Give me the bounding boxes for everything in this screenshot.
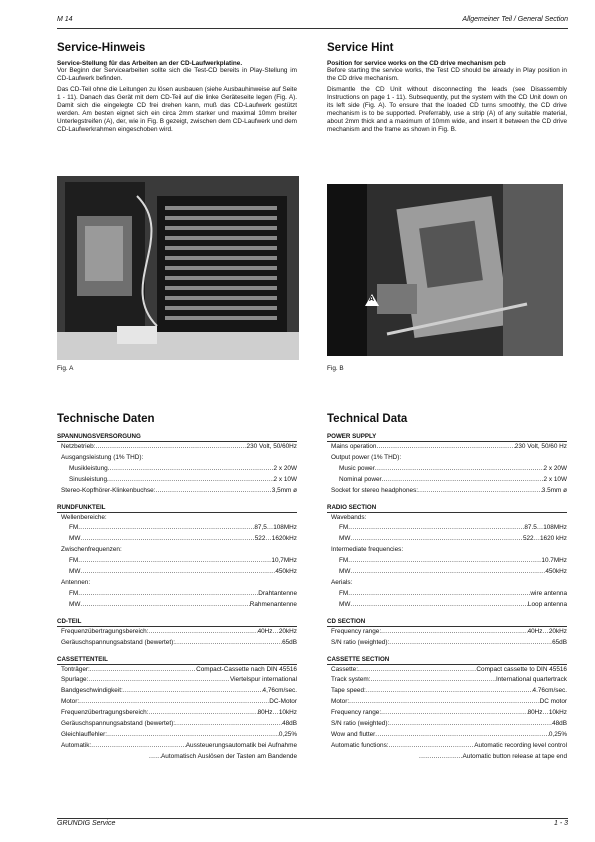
spec-label: Frequenzübertragungsbereich: <box>61 709 149 717</box>
spec-row <box>327 638 567 649</box>
spec-value: Rahmenantenne <box>249 600 297 608</box>
spec-label: Frequency range: <box>331 627 382 635</box>
spec-row <box>327 675 567 686</box>
spec-label: Cassette: <box>331 665 358 673</box>
spec-row <box>57 442 297 453</box>
spec-label: FM <box>339 557 349 565</box>
spec-label: Tape speed: <box>331 687 366 695</box>
leader-dots <box>371 675 496 686</box>
paragraph-en-1: Before starting the service works, the Test CD should be already in Play position in the CD drive mechanism. <box>327 67 567 82</box>
spec-row <box>57 600 297 611</box>
leader-dots <box>148 708 257 719</box>
spec-value: 4.76cm/sec. <box>532 687 567 695</box>
leader-dots <box>123 686 263 697</box>
spec-row <box>327 741 567 752</box>
brand-label: GRUNDIG Service <box>57 820 116 827</box>
spec-value: 48dB <box>282 720 297 728</box>
spec-row <box>57 686 297 697</box>
spec-section-heading: RUNDFUNKTEIL <box>57 504 297 513</box>
leader-dots <box>80 600 249 611</box>
leader-dots <box>349 697 540 708</box>
spec-label: Tonträger: <box>61 665 90 673</box>
leader-dots <box>382 475 544 486</box>
spec-label: Wavebands: <box>331 513 367 521</box>
spec-row <box>57 665 297 676</box>
spec-value: 2 x 20W <box>273 464 297 472</box>
spec-row <box>327 730 567 741</box>
spec-section-heading: CD-TEIL <box>57 618 297 627</box>
leader-dots <box>419 752 463 763</box>
spec-label: Sinusleistung <box>69 475 108 483</box>
heading-service-hint: Service Hint <box>327 42 394 54</box>
spec-label: FM <box>69 557 79 565</box>
leader-dots <box>366 686 533 697</box>
service-hint-de <box>57 42 297 137</box>
leader-dots <box>418 486 542 497</box>
leader-dots <box>78 523 254 534</box>
spec-value: Loop antenna <box>527 600 567 608</box>
spec-row <box>327 523 567 534</box>
specs-de <box>57 433 297 763</box>
heading-technical-data: Technical Data <box>327 413 408 425</box>
spec-label: MW <box>339 600 351 608</box>
spec-row <box>57 752 297 763</box>
spec-value: 65dB <box>552 638 567 646</box>
photo-fig-b <box>327 184 563 356</box>
spec-value: 450kHz <box>545 568 567 576</box>
spec-value: 230 Volt, 50/60 Hz <box>514 443 567 450</box>
spec-row <box>57 627 297 638</box>
spec-value: 0,25% <box>278 730 297 738</box>
spec-value: 10,7MHz <box>271 557 297 565</box>
leader-dots <box>389 719 552 730</box>
spec-label: MW <box>339 568 351 576</box>
leader-dots <box>350 600 528 611</box>
spec-label: Music power <box>339 464 375 472</box>
spec-row <box>57 545 297 556</box>
spec-label: Mains operation <box>331 443 377 450</box>
spec-value: Viertelspur international <box>229 676 297 684</box>
spec-section-heading: CASSETTE SECTION <box>327 656 567 665</box>
spec-row <box>57 741 297 752</box>
spec-label: Motor: <box>61 698 80 706</box>
leader-dots <box>376 442 514 453</box>
spec-value: 80Hz…10kHz <box>257 709 297 717</box>
spec-row <box>327 578 567 589</box>
spec-label: FM <box>339 524 349 532</box>
spec-label: Gleichlauffehler: <box>61 730 108 738</box>
spec-value: 3,5mm ø <box>271 486 297 494</box>
leader-dots <box>91 741 186 752</box>
paragraph-de-2: Das CD-Teil ohne die Leitungen zu lösen ausbauen (siehe Ausbauhinweise auf Seite 1 - 11). Danach das Gerät mit dem CD-Teil auf die linke Geräteseite legen (Fig. A). Damit sich die eingelegte CD frei drehen kann, muß das CD-Laufwerk gestützt werden. Am besten eignet sich ein circa 2mm starker und maximal 10mm breiter Unterlegstreifen (A), der, wie in Fig. B gezeigt, zwischen dem CD-Laufwerk und dem CD-Laufwerkrahmen eingeschoben wird. <box>57 86 297 133</box>
leader-dots <box>90 665 196 676</box>
spec-label: Socket for stereo headphones: <box>331 486 419 494</box>
spec-value: 87.5…108MHz <box>524 524 567 532</box>
leader-dots <box>389 741 475 752</box>
leader-dots <box>381 708 527 719</box>
spec-row <box>57 486 297 497</box>
spec-label: MW <box>69 535 81 543</box>
spec-label: Spurlage: <box>61 676 89 684</box>
specs-en <box>327 433 567 763</box>
leader-dots <box>375 464 544 475</box>
spec-row <box>57 578 297 589</box>
spec-label: Automatik: <box>61 741 92 749</box>
spec-value: DC-Motor <box>269 698 297 706</box>
spec-value: 65dB <box>282 638 297 646</box>
lead-en: Position for service works on the CD drive mechanism pcb <box>327 60 506 67</box>
spec-row <box>327 697 567 708</box>
spec-value: Drahtantenne <box>258 589 297 597</box>
spec-value: 87,5…108MHz <box>254 524 297 532</box>
spec-label: FM <box>339 589 349 597</box>
leader-dots <box>79 697 269 708</box>
spec-row <box>57 475 297 486</box>
spec-value: International quartertrack <box>495 676 567 684</box>
leader-dots <box>348 589 530 600</box>
spec-row <box>327 475 567 486</box>
leader-dots <box>108 464 274 475</box>
leader-dots <box>78 589 258 600</box>
leader-dots <box>107 730 279 741</box>
leader-dots <box>350 534 523 545</box>
spec-row <box>327 545 567 556</box>
spec-row <box>327 513 567 524</box>
spec-row <box>57 556 297 567</box>
leader-dots <box>107 475 274 486</box>
spec-value: Compact cassette to DIN 45516 <box>476 665 567 673</box>
caption-fig-b: Fig. B <box>327 365 344 372</box>
paragraph-en-2: Dismantle the CD Unit without disconnecting the leads (see Disassembly Instructions on page 1 - 11). Subsequently, put the system with the CD Unit down on its left side (Fig. A). To ensure that the loaded CD turns smoothly, the CD drive mechanism is to be supported. Preferrably, use a strip (A) of any suitable material, about 2mm thick and a maximum of 10mm wide, and insert it between the CD drive mechanism and the frame as shown in Fig. B. <box>327 86 567 133</box>
spec-label: Geräuschspannungsabstand (bewertet): <box>61 638 176 646</box>
page-footer <box>57 818 568 832</box>
device-photo-a <box>57 176 299 360</box>
spec-row <box>327 752 567 763</box>
spec-row <box>327 567 567 578</box>
spec-label: Motor: <box>331 698 350 706</box>
service-hint-en <box>327 42 567 137</box>
spec-label: S/N ratio (weighted): <box>331 720 390 728</box>
spec-value: Compact-Cassette nach DIN 45516 <box>196 665 297 673</box>
spec-label: Antennen: <box>61 578 91 586</box>
spec-row <box>57 464 297 475</box>
spec-value: 450kHz <box>275 568 297 576</box>
spec-label: MW <box>69 568 81 576</box>
spec-value: wire antenna <box>530 589 567 597</box>
leader-dots <box>148 627 257 638</box>
spec-label: Track system: <box>331 676 371 684</box>
spec-row <box>57 534 297 545</box>
spec-row <box>327 534 567 545</box>
marker-label: A <box>369 296 375 303</box>
spec-row <box>57 589 297 600</box>
spec-row <box>57 697 297 708</box>
leader-dots <box>175 638 282 649</box>
spec-row <box>327 464 567 475</box>
spec-value: 2 x 20W <box>543 464 567 472</box>
leader-dots <box>375 730 549 741</box>
spec-value: DC motor <box>539 698 567 706</box>
spec-row <box>327 627 567 638</box>
spec-value: 2 x 10W <box>543 475 567 483</box>
leader-dots <box>175 719 282 730</box>
spec-value: 80Hz…10kHz <box>527 709 567 717</box>
spec-value: 40Hz…20kHz <box>257 627 297 635</box>
leader-dots <box>348 523 524 534</box>
spec-label: MW <box>69 600 81 608</box>
spec-label: Geräuschspannungsabstand (bewertet): <box>61 720 176 728</box>
spec-label: Aerials: <box>331 578 353 586</box>
page-number-label: M 14 <box>57 16 73 23</box>
spec-row <box>57 730 297 741</box>
spec-row <box>327 442 567 453</box>
spec-label: S/N ratio (weighted): <box>331 638 390 646</box>
spec-label: Netzbetrieb: <box>61 443 96 450</box>
spec-value: 4,76cm/sec. <box>262 687 297 695</box>
spec-section-heading: CD SECTION <box>327 618 567 627</box>
spec-label: Frequency range: <box>331 709 382 717</box>
page-ref-label: 1 - 3 <box>553 820 568 827</box>
spec-label: MW <box>339 535 351 543</box>
spec-value: 522…1620 kHz <box>522 535 567 543</box>
spec-value: Aussteuerungsautomatik bei Aufnahme <box>185 741 297 749</box>
spec-section-heading: CASSETTENTEIL <box>57 656 297 665</box>
spec-value: 230 Volt, 50/60Hz <box>246 443 297 450</box>
spec-value: 48dB <box>552 720 567 728</box>
spec-section-heading: POWER SUPPLY <box>327 433 567 442</box>
spec-row <box>327 486 567 497</box>
spec-value: 40Hz…20kHz <box>527 627 567 635</box>
heading-service-hinweis: Service-Hinweis <box>57 42 146 54</box>
leader-dots <box>80 534 254 545</box>
spec-row <box>327 708 567 719</box>
page-header <box>57 16 568 29</box>
leader-dots <box>78 556 271 567</box>
spec-row <box>327 600 567 611</box>
spec-row <box>327 686 567 697</box>
spec-label: FM <box>69 589 79 597</box>
spec-label: Automatic functions: <box>331 741 389 749</box>
spec-row <box>327 453 567 464</box>
strip-marker <box>365 293 379 305</box>
photo-fig-a <box>57 176 299 360</box>
leader-dots <box>80 567 275 578</box>
leader-dots <box>348 556 541 567</box>
spec-value: 10.7MHz <box>541 557 567 565</box>
spec-section-heading: RADIO SECTION <box>327 504 567 513</box>
device-photo-b <box>327 184 563 356</box>
spec-label: Intermediate frequencies: <box>331 546 404 554</box>
spec-row <box>57 719 297 730</box>
leader-dots <box>389 638 552 649</box>
spec-label: Wellenbereiche: <box>61 513 107 521</box>
spec-value: 0,25% <box>548 730 567 738</box>
spec-section-heading: SPANNUNGSVERSORGUNG <box>57 433 297 442</box>
spec-value: 2 x 10W <box>273 475 297 483</box>
spec-row <box>327 589 567 600</box>
spec-row <box>57 638 297 649</box>
section-label: Allgemeiner Teil / General Section <box>462 16 568 23</box>
heading-technische-daten: Technische Daten <box>57 413 155 425</box>
spec-value: Automatic button release at tape end <box>462 752 567 760</box>
caption-fig-a: Fig. A <box>57 365 74 372</box>
spec-label: Bandgeschwindigkeit: <box>61 687 123 695</box>
spec-row <box>57 513 297 524</box>
spec-label: Wow and flutter <box>331 730 376 738</box>
leader-dots <box>350 567 545 578</box>
lead-de: Service-Stellung für das Arbeiten an der CD-Laufwerkplatine. <box>57 60 243 67</box>
spec-row <box>327 719 567 730</box>
leader-dots <box>156 486 272 497</box>
spec-value: 3.5mm ø <box>541 486 567 494</box>
spec-row <box>57 453 297 464</box>
spec-value: Automatisch Auslösen der Tasten am Bandende <box>161 752 297 760</box>
leader-dots <box>95 442 246 453</box>
spec-row <box>57 708 297 719</box>
spec-row <box>57 523 297 534</box>
leader-dots <box>358 665 476 676</box>
spec-label: Nominal power <box>339 475 382 483</box>
paragraph-de-1: Vor Beginn der Servicearbeiten sollte sich die Test-CD bereits in Play-Stellung im CD-Laufwerk befinden. <box>57 67 297 82</box>
leader-dots <box>88 675 230 686</box>
spec-label: FM <box>69 524 79 532</box>
spec-value: Automatic recording level control <box>474 741 567 749</box>
spec-label: Musikleistung <box>69 464 108 472</box>
spec-label: Ausgangsleistung (1% THD): <box>61 453 144 461</box>
spec-row <box>57 675 297 686</box>
spec-label: Output power (1% THD): <box>331 453 402 461</box>
leader-dots <box>381 627 527 638</box>
spec-value: 522…1620kHz <box>254 535 297 543</box>
spec-label: Zwischenfrequenzen: <box>61 546 122 554</box>
spec-row <box>327 665 567 676</box>
spec-row <box>57 567 297 578</box>
spec-label: Frequenzübertragungsbereich: <box>61 627 149 635</box>
spec-label: Stereo-Kopfhörer-Klinkenbuchse: <box>61 486 156 494</box>
spec-row <box>327 556 567 567</box>
leader-dots <box>149 752 161 763</box>
